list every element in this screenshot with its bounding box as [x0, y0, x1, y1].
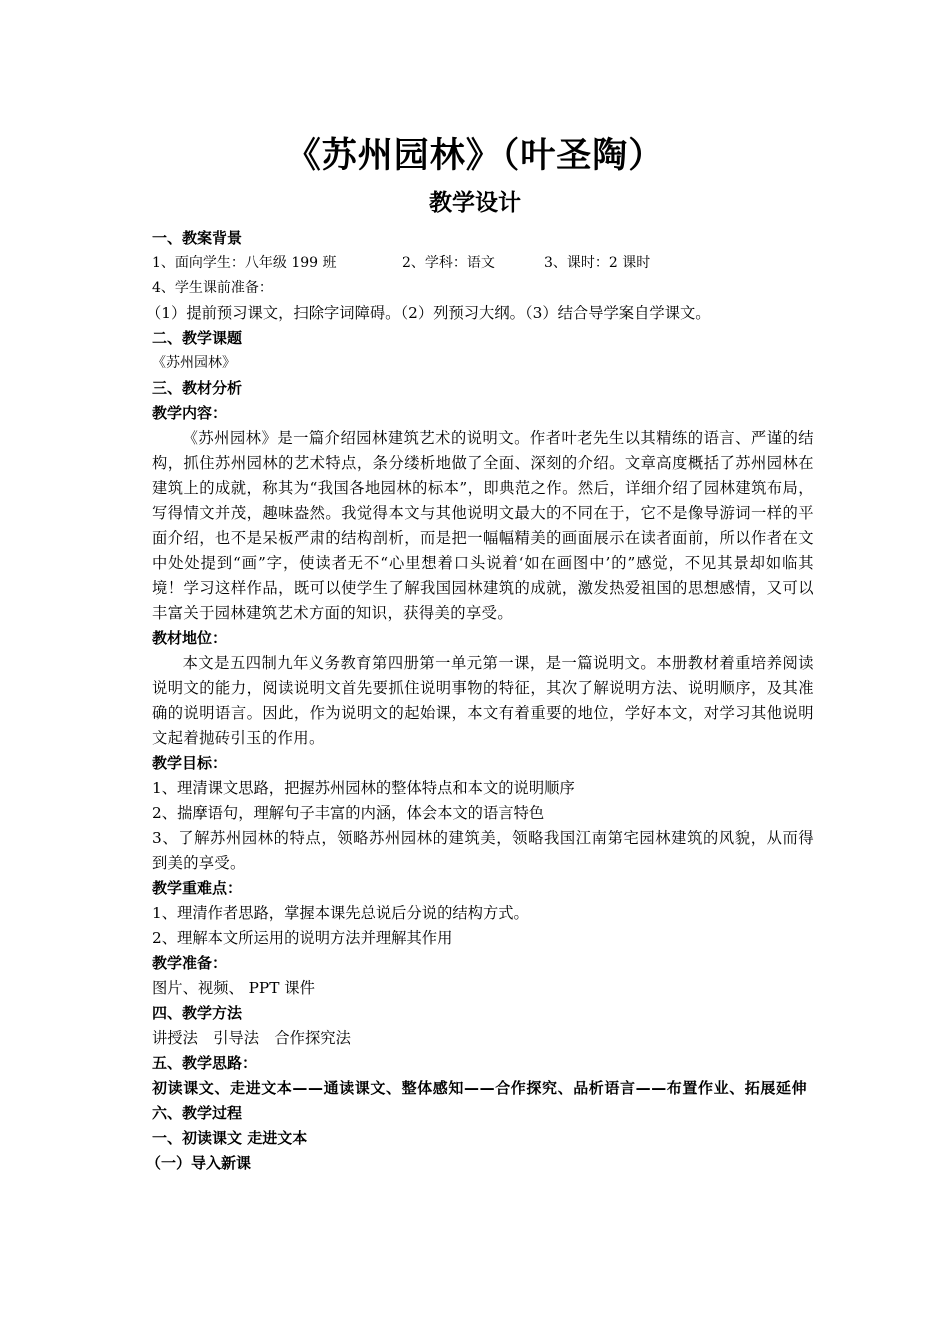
- goals-label: 教学目标：: [152, 754, 228, 772]
- key-points-label: 教学重难点：: [152, 879, 243, 897]
- section-heading-methods: 四、教学方法: [152, 1004, 243, 1022]
- teaching-prep-items: 图片、视频、 PPT 课件: [152, 979, 315, 997]
- topic-text: 《苏州园林》: [152, 355, 236, 371]
- section-heading-material: 三、教材分析: [152, 379, 243, 397]
- methods-text: 讲授法 引导法 合作探究法: [152, 1029, 351, 1047]
- process-step-heading: 一、初读课文 走进文本: [152, 1129, 308, 1147]
- process-substep-heading: （一）导入新课: [146, 1154, 252, 1172]
- section-heading-topic: 二、教学课题: [152, 329, 243, 347]
- goal-item: 2、揣摩语句，理解句子丰富的内涵，体会本文的语言特色: [152, 804, 545, 822]
- content-label: 教学内容：: [152, 404, 228, 422]
- key-point-item: 2、理解本文所运用的说明方法并理解其作用: [152, 929, 453, 947]
- key-point-item: 1、理清作者思路，掌握本课先总说后分说的结构方式。: [152, 904, 529, 922]
- document-body: [146, 226, 814, 1176]
- document-subtitle: 教学设计: [429, 190, 521, 216]
- section-heading-process: 六、教学过程: [152, 1104, 243, 1122]
- goal-item: 3、了解苏州园林的特点，领略苏州园林的建筑美，领略我国江南第宅园林建筑的风貌，从而得到美的享受。: [152, 829, 814, 872]
- course-info-line: [152, 251, 814, 276]
- hours-info: 3、课时：2 课时: [544, 255, 651, 271]
- student-prep-label: 4、学生课前准备：: [152, 280, 273, 296]
- position-label: 教材地位：: [152, 629, 228, 647]
- section-heading-approach: 五、教学思路：: [152, 1054, 258, 1072]
- teaching-prep-label: 教学准备：: [152, 954, 228, 972]
- students-info: 1、面向学生：八年级 199 班: [152, 255, 337, 271]
- subject-info: 2、学科：语文: [402, 255, 495, 271]
- position-paragraph: 本文是五四制九年义务教育第四册第一单元第一课，是一篇说明文。本册教材着重培养阅读说明文的能力，阅读说明文首先要抓住说明事物的特征，其次了解说明方法、说明顺序，及其准确的说明语言。因此，作为说明文的起始课，本文有着重要的地位，学好本文，对学习其他说明文起着抛砖引玉的作用。: [152, 654, 814, 747]
- content-paragraph: 《苏州园林》是一篇介绍园林建筑艺术的说明文。作者叶老先生以其精练的语言、严谨的结构，抓住苏州园林的艺术特点，条分缕析地做了全面、深刻的介绍。文章高度概括了苏州园林在建筑上的成就，称其为“我国各地园林的标本”，即典范之作。然后，详细介绍了园林建筑布局，写得情文并茂，趣味盎然。我觉得本文与其他说明文最大的不同在于，它不是像导游词一样的平面介绍，也不是呆板严肃的结构剖析，而是把一幅幅精美的画面展示在读者面前，所以作者在文中处处提到“画”字，使读者无不“心里想着口头说着‘如在画图中’的”感觉，不见其景却如临其境！学习这样作品，既可以使学生了解我国园林建筑的成就，激发热爱祖国的思想感情，又可以丰富关于园林建筑艺术方面的知识，获得美的享受。: [152, 429, 814, 622]
- approach-flow: 初读课文、走进文本——通读课文、整体感知——合作探究、品析语言——布置作业、拓展延伸: [152, 1079, 808, 1097]
- goal-item: 1、理清课文思路，把握苏州园林的整体特点和本文的说明顺序: [152, 779, 575, 797]
- student-prep-items: （1）提前预习课文，扫除字词障碍。（2）列预习大纲。（3）结合导学案自学课文。: [146, 304, 711, 322]
- document-title: 《苏州园林》（叶圣陶）: [285, 136, 665, 176]
- section-heading-background: 一、教案背景: [152, 229, 243, 247]
